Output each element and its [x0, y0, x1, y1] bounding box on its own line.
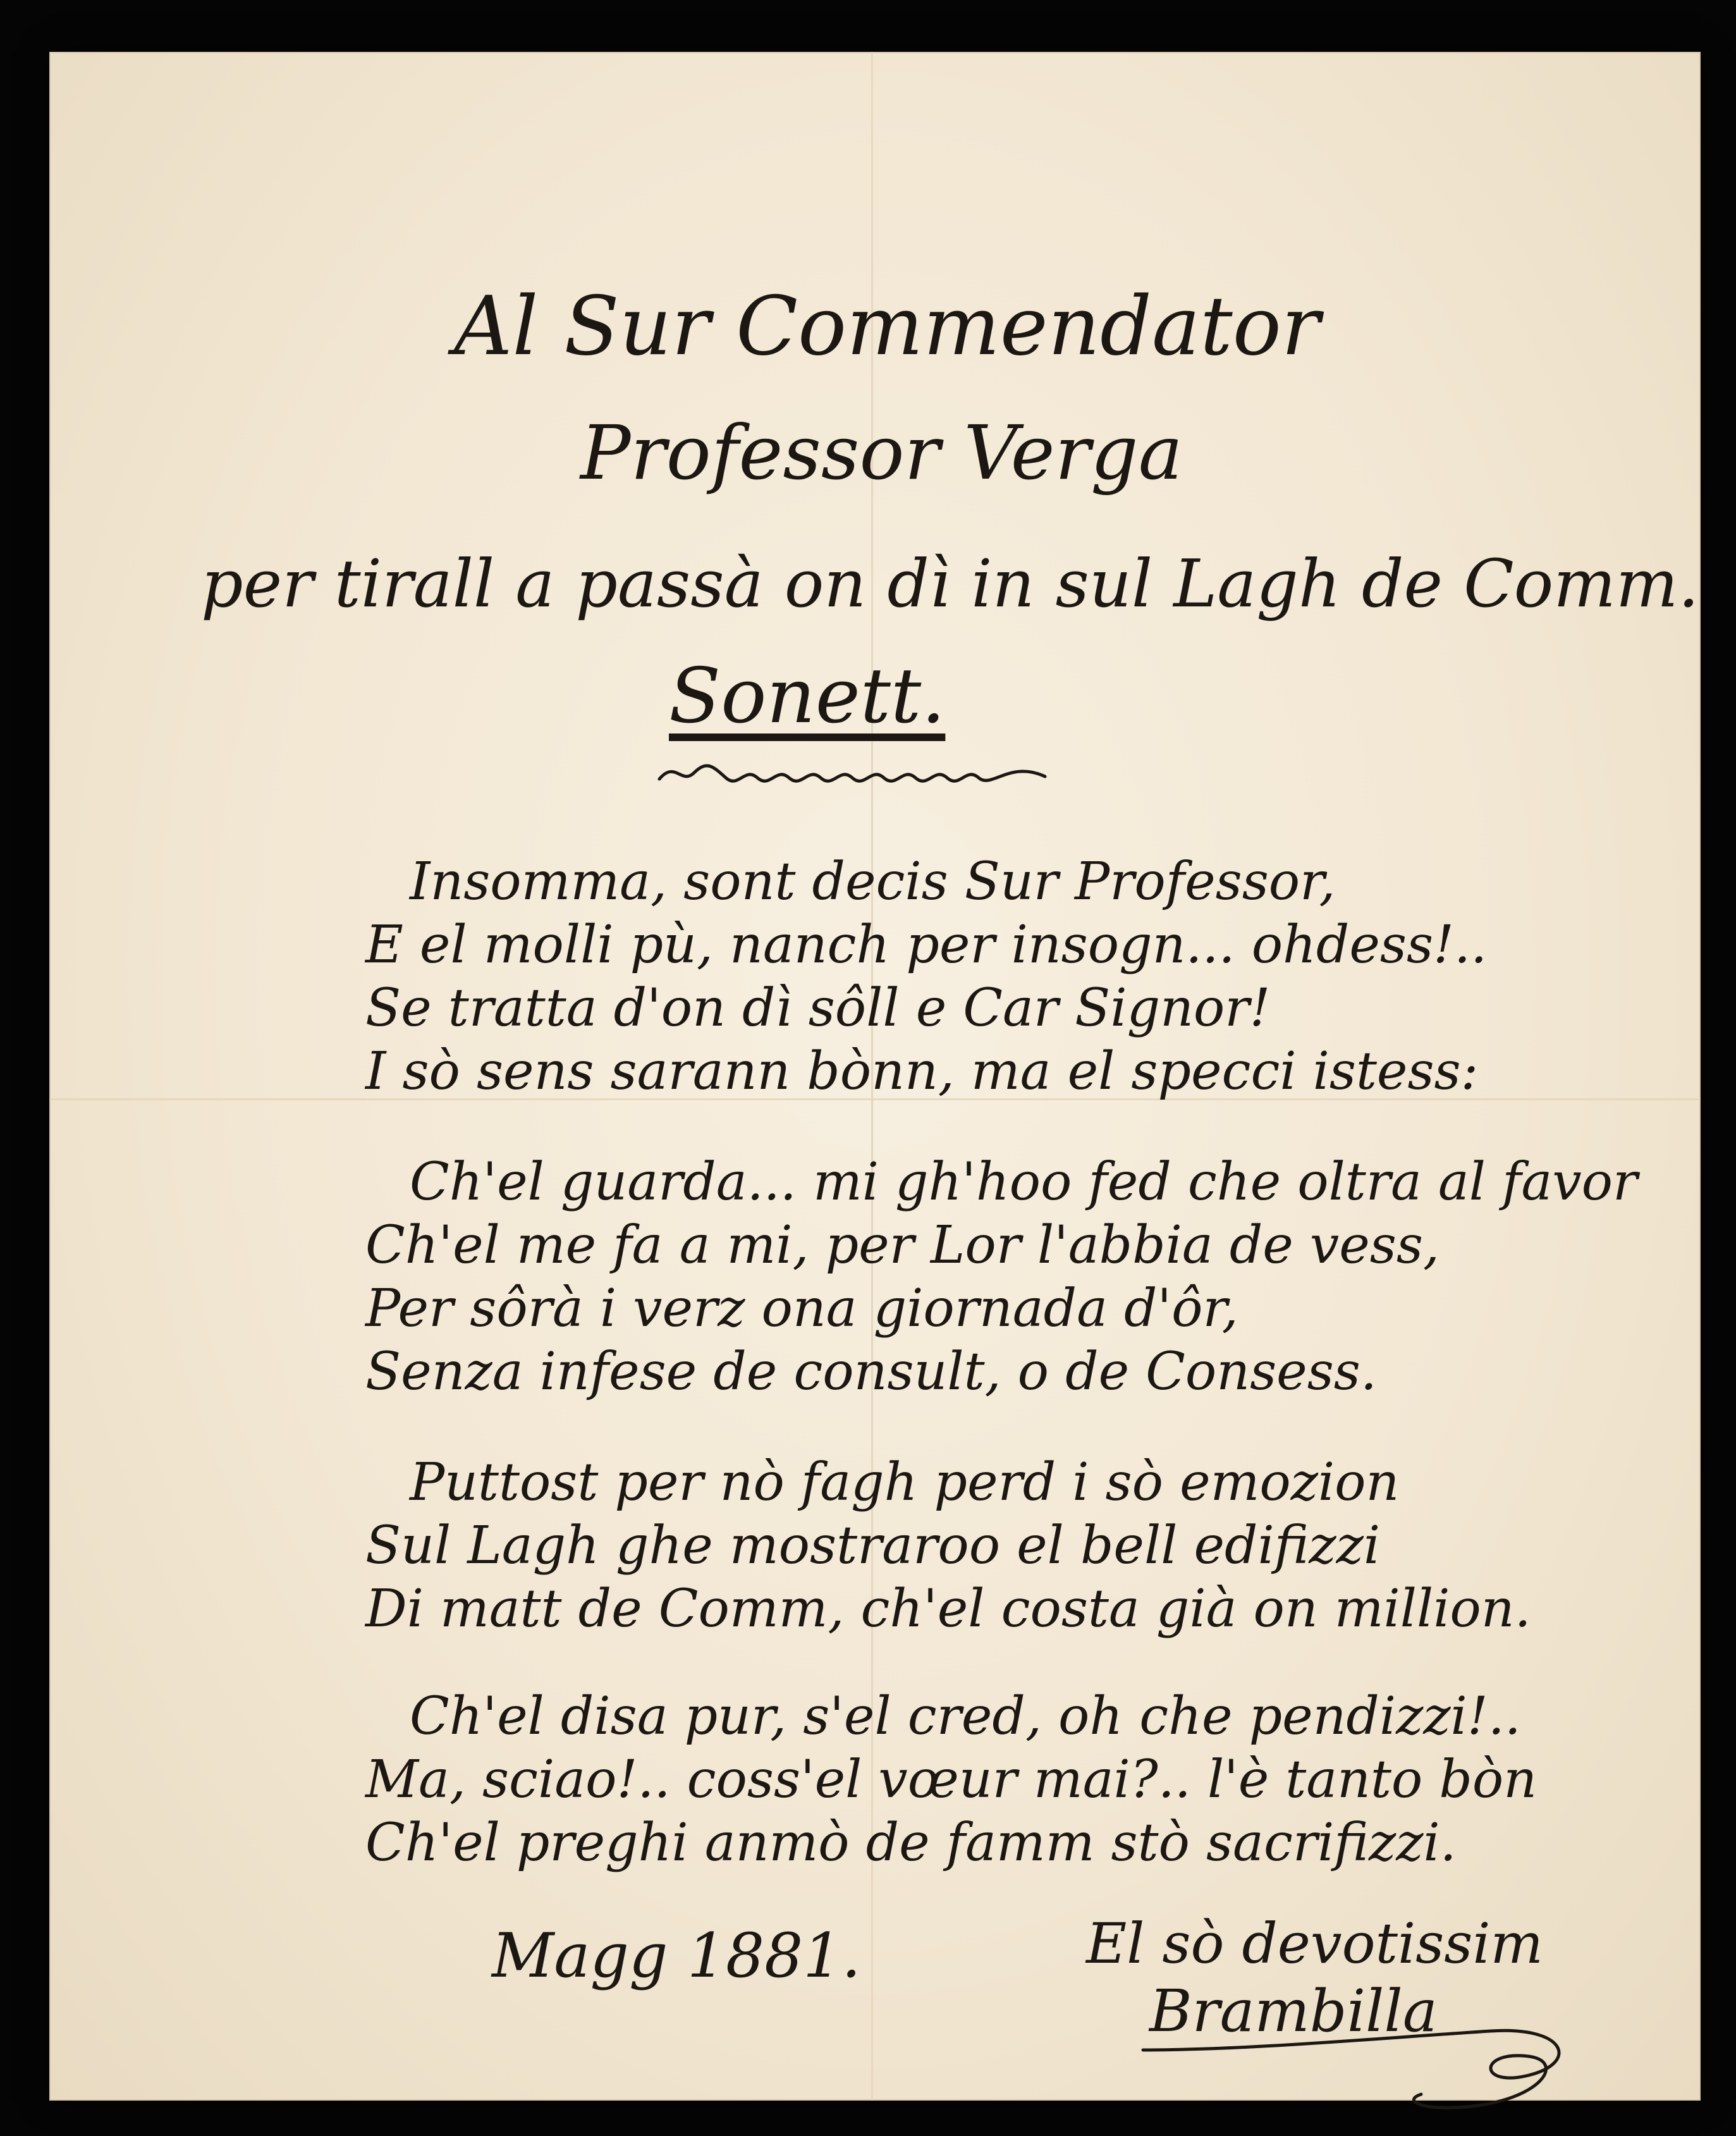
verse-line: Ch'el me fa a mi, per Lor l'abbia de vess, [365, 1215, 1440, 1275]
verse-line: Sul Lagh ghe mostraroo el bell edifizzi [365, 1516, 1381, 1576]
verse-line: Ch'el preghi anmò de famm stò sacrifizzi. [365, 1813, 1457, 1873]
closing-salutation: El sò devotissim [1086, 1911, 1543, 1976]
verse-line: Puttost per nò fagh perd i sò emozion [410, 1452, 1400, 1513]
verse-line: Ch'el guarda... mi gh'hoo fed che oltra al favor [410, 1152, 1638, 1212]
heading-line-2: Professor Verga [580, 409, 1183, 496]
verse-line: E el molli pù, nanch per insogn... ohdess!.. [365, 915, 1488, 975]
verse-line: Di matt de Comm, ch'el costa già on million. [365, 1579, 1531, 1639]
heading-line-1: Al Sur Commendator [454, 279, 1320, 374]
sonnet-title: Sonett. [669, 653, 946, 740]
verse-line: Ma, sciao!.. coss'el vœur mai?.. l'è tanto bòn [365, 1750, 1537, 1810]
letter-sheet [49, 52, 1701, 2101]
verse-line: Se tratta d'on dì sôll e Car Signor! [365, 978, 1271, 1038]
verse-line: I sò sens sarann bònn, ma el specci istess: [365, 1041, 1479, 1102]
decorative-flourish [656, 754, 1048, 792]
signature [1124, 1955, 1605, 2120]
verse-line: Senza infese de consult, o de Consess. [365, 1342, 1377, 1402]
signature-text: Brambilla [1149, 1977, 1438, 2045]
verse-line: Per sôrà i verz ona giornada d'ôr, [365, 1279, 1238, 1339]
letter-date: Magg 1881. [492, 1920, 861, 1991]
verse-line: Ch'el disa pur, s'el cred, oh che pendizzi!.. [410, 1686, 1521, 1746]
verse-line: Insomma, sont decis Sur Professor, [410, 852, 1336, 912]
heading-line-3: per tirall a passà on dì in sul Lagh de Comm. [201, 545, 1699, 622]
